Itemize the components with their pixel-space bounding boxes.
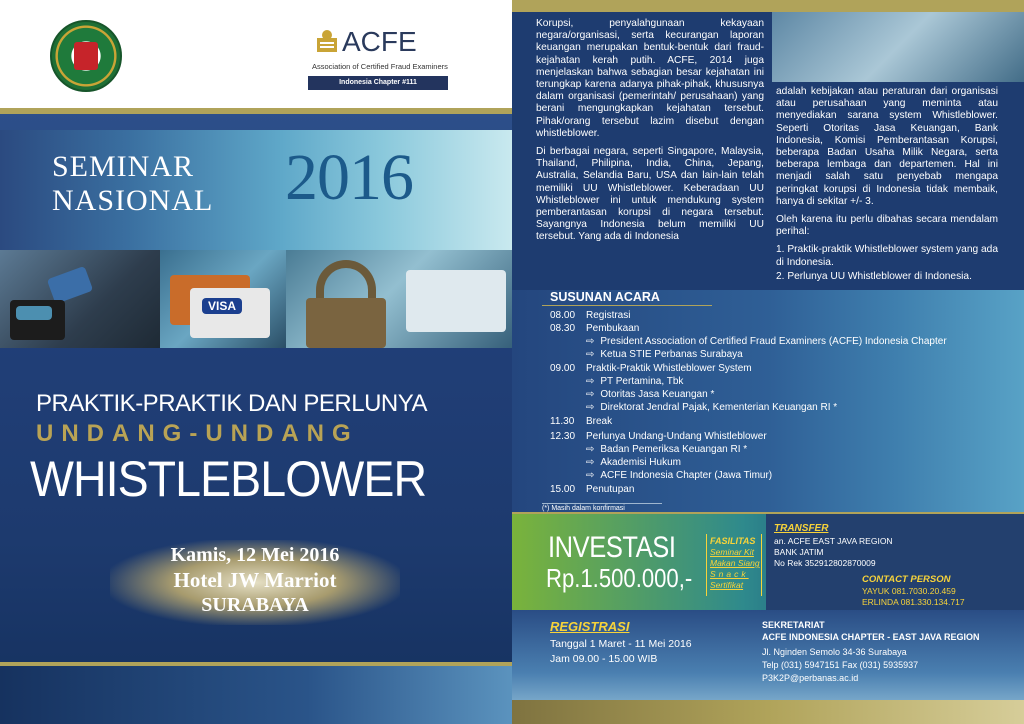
agenda-subitem: ⇨ Badan Pemeriksa Keuangan RI * [586,444,748,455]
agenda-underline [542,305,712,306]
secretariat-address: Jl. Nginden Semolo 34-36 Surabaya [762,647,907,657]
discussion-list [776,244,998,283]
transfer-account-number: No Rek 352912802870009 [774,558,876,568]
intro-paragraph-1: Korupsi, penyalahgunaan kekayaan negara/organisasi, serta kecurangan laporan keuangan merupakan bentuk-bentuk dari fraud-kejahatan kerah putih. ACFE, 2014 juga menjelaskan bahwa sebagian besar kejahatan ini terungkap karena adanya pihak-pihak, khususnya dalam organisasi (pemerintah/ perusahaan) yang berani mengungkapkan kejahatan tersebut. Pihak/orang tersebut lazim disebut dengan whistleblower. [536,18,764,139]
acfe-emblem-icon [314,28,340,56]
secretariat-email: P3K2P@perbanas.ac.id [762,673,859,683]
event-details [110,540,400,625]
visa-card-label: VISA [202,298,242,314]
event-city: SURABAYA [201,594,309,616]
list-item: 1. Praktik-praktik Whistleblower system yang ada di Indonesia. [776,244,998,268]
confirmation-note: (*) Masih dalam konfirmasi [542,505,625,512]
photo-strip [0,250,512,348]
arrow-right-icon: ⇨ [586,336,595,347]
intro-paragraph-4: Oleh karena itu perlu dibahas secara mendalam perihal: [776,214,998,238]
agenda-subitem: ⇨ President Association of Certified Fraud Examiners (ACFE) Indonesia Chapter [586,336,947,347]
gold-stripe [0,108,512,114]
credit-cards-photo [160,250,286,348]
gold-footer [512,700,1024,724]
agenda-subitem: ⇨ Otoritas Jasa Keuangan * [586,389,715,400]
agenda-subitem: ⇨ Akademisi Hukum [586,457,681,468]
arrow-right-icon: ⇨ [586,376,595,387]
intro-paragraph-3: adalah kebijakan atau peraturan dari organisasi atau perusahaan yang meminta atau menyediakan sarana system Whistleblower. Seperti Otoritas Jasa Keuangan, Bank Indonesia, Komisi Pemberantasan Korupsi, beberapa Badan Usaha Milik Negara, serta beberapa lembaga dan departemen. Hal ini menjadi salah satu penyebab mengapa peringkat korupsi di Indonesia tidak membaik, hanya di sekitar +/- 3. [776,86,998,207]
acfe-chapter: Indonesia Chapter #111 [308,76,448,90]
theme-line-1: PRAKTIK-PRAKTIK DAN PERLUNYA [36,390,427,417]
seminar-title: SEMINAR [52,150,195,183]
padlock-photo [772,12,1024,82]
secretariat-title: SEKRETARIAT [762,620,825,630]
agenda-time: 09.00 [550,363,576,374]
agenda-time: 15.00 [550,484,576,495]
agenda-time: 12.30 [550,431,576,442]
facility-item: Snack [710,569,749,579]
seminar-year: 2016 [285,141,413,214]
transfer-bank: BANK JATIM [774,547,824,557]
investment-title: INVESTASI [548,531,676,564]
arrow-right-icon: ⇨ [586,402,595,413]
agenda-item: Penutupan [586,484,635,495]
event-venue: Hotel JW Marriot [173,568,337,592]
event-date: Kamis, 12 Mei 2016 [170,544,340,566]
agenda-time: 08.30 [550,323,576,334]
transfer-title: TRANSFER [774,523,829,534]
padlock-cards-photo [286,250,512,348]
secretariat-phone: Telp (031) 5947151 Fax (031) 5935937 [762,660,919,670]
registration-hours: Jam 09.00 - 15.00 WIB [550,653,658,665]
agenda-subitem: ⇨ Ketua STIE Perbanas Surabaya [586,349,743,360]
agenda-item: Registrasi [586,310,631,321]
facility-item: Seminar Kit [710,547,754,557]
note-divider [542,503,662,504]
theme-line-3: WHISTLEBLOWER [30,451,427,507]
arrow-right-icon: ⇨ [586,457,595,468]
agenda-item: Praktik-Praktik Whistleblower System [586,363,752,374]
list-item: 2. Perlunya UU Whistleblower di Indonesia. [776,270,972,282]
payment-terminal-photo [0,250,160,348]
seminar-subtitle: NASIONAL [52,184,214,217]
agenda-subitem: ⇨ ACFE Indonesia Chapter (Jawa Timur) [586,470,773,481]
intro-column-1 [536,18,764,250]
footer-band [0,666,512,724]
transfer-account-name: an. ACFE EAST JAVA REGION [774,536,893,546]
facilities-title: FASILITAS [710,536,756,546]
intro-column-2 [776,86,998,285]
intro-paragraph-2: Di berbagai negara, seperti Singapore, Malaysia, Thailand, Philipina, India, China, Jepang, Australia, Selandia Baru, USA dan lain-lain telah memiliki UU Whistleblower. Keberadaan UU Whistleblower ini untuk mendukung system pemberantasan korupsi di negara tersebut. Sayangnya Indonesia belum memiliki UU tersebut. Yang ada di Indonesia [536,146,764,243]
agenda-title: SUSUNAN ACARA [550,290,660,304]
agenda-item: Break [586,416,613,427]
contact-item: YAYUK 081.7030.20.459 [862,586,956,596]
arrow-right-icon: ⇨ [586,444,595,455]
investment-price: Rp.1.500.000,- [546,563,693,593]
agenda-subitem: ⇨ Direktorat Jendral Pajak, Kementerian Keuangan RI * [586,402,838,413]
facility-item: Sertifikat [710,580,744,590]
arrow-right-icon: ⇨ [586,470,595,481]
agenda-subitem: ⇨ PT Pertamina, Tbk [586,376,684,387]
acfe-subtitle: Association of Certified Fraud Examiners [312,62,448,71]
gold-stripe-top [512,0,1024,12]
contact-title: CONTACT PERSON [862,574,951,585]
agenda-time: 08.00 [550,310,576,321]
right-panel [512,0,1024,724]
agenda-item: Pembukaan [586,323,640,334]
stie-perbanas-logo [50,20,122,92]
arrow-right-icon: ⇨ [586,389,595,400]
agenda-time: 11.30 [550,416,575,427]
acfe-logo [300,28,450,98]
arrow-right-icon: ⇨ [586,349,595,360]
contact-item: ERLINDA 081.330.134.717 [862,597,965,607]
registration-dates: Tanggal 1 Maret - 11 Mei 2016 [550,638,692,650]
registration-title: REGISTRASI [550,619,630,634]
acfe-name: ACFE [342,26,417,57]
theme-line-2: UNDANG-UNDANG [36,420,359,447]
agenda-item: Perlunya Undang-Undang Whistleblower [586,431,767,442]
facility-item: Makan Siang [710,558,760,568]
secretariat-org: ACFE INDONESIA CHAPTER - EAST JAVA REGION [762,632,980,642]
